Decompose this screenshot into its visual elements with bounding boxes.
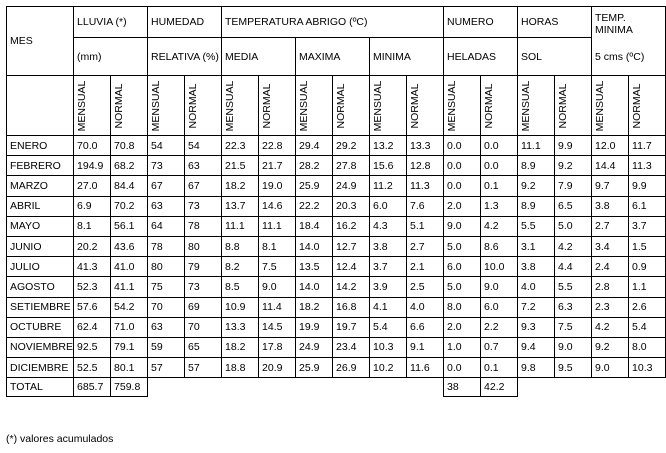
value-cell: 10.3 <box>629 358 666 378</box>
value-cell: 57 <box>148 358 185 378</box>
value-cell: 79 <box>185 257 222 277</box>
total-row <box>7 378 666 397</box>
value-cell: 63 <box>148 317 185 337</box>
value-cell: 13.7 <box>222 196 259 216</box>
header-mes-blank <box>7 76 74 136</box>
value-cell: 11.3 <box>629 156 666 176</box>
value-cell: 5.1 <box>407 216 444 236</box>
subheader-normal <box>333 76 370 136</box>
value-cell: 6.1 <box>629 196 666 216</box>
month-cell: ABRIL <box>7 196 74 216</box>
value-cell: 11.1 <box>518 136 555 156</box>
value-cell: 69 <box>185 297 222 317</box>
value-cell: 10.2 <box>370 358 407 378</box>
value-cell: 79.1 <box>111 337 148 357</box>
value-cell: 9.0 <box>555 337 592 357</box>
value-cell: 14.5 <box>259 317 296 337</box>
value-cell: 9.0 <box>444 216 481 236</box>
value-cell: 4.3 <box>370 216 407 236</box>
subheader-normal <box>185 76 222 136</box>
subheader-normal <box>481 76 518 136</box>
value-cell: 4.1 <box>370 297 407 317</box>
value-cell: 0.0 <box>444 176 481 196</box>
value-cell: 73 <box>185 196 222 216</box>
value-cell: 18.2 <box>222 176 259 196</box>
subheader-normal-label: NORMAL <box>261 83 274 128</box>
value-cell: 13.5 <box>296 257 333 277</box>
table-row <box>7 337 666 357</box>
header-lluvia-unit: (mm) <box>74 38 148 76</box>
value-cell: 70.8 <box>111 136 148 156</box>
total-heladas-mensual: 38 <box>444 378 481 397</box>
value-cell: 11.4 <box>259 297 296 317</box>
table-row <box>7 277 666 297</box>
table-row <box>7 156 666 176</box>
value-cell: 7.9 <box>555 176 592 196</box>
header-temp-minima <box>592 7 666 76</box>
value-cell: 18.2 <box>222 337 259 357</box>
value-cell: 13.3 <box>407 136 444 156</box>
month-cell: OCTUBRE <box>7 317 74 337</box>
total-label: TOTAL <box>7 378 74 397</box>
subheader-normal-label: NORMAL <box>483 83 496 128</box>
value-cell: 6.5 <box>555 196 592 216</box>
subheader-normal-label: NORMAL <box>335 83 348 128</box>
value-cell: 80 <box>185 236 222 256</box>
value-cell: 2.1 <box>407 257 444 277</box>
subheader-normal-label: NORMAL <box>557 83 570 128</box>
value-cell: 13.3 <box>222 317 259 337</box>
month-cell: SETIEMBRE <box>7 297 74 317</box>
value-cell: 7.2 <box>518 297 555 317</box>
total-empty <box>148 378 185 397</box>
value-cell: 8.9 <box>518 196 555 216</box>
month-cell: ENERO <box>7 136 74 156</box>
value-cell: 11.6 <box>407 358 444 378</box>
value-cell: 9.9 <box>555 136 592 156</box>
value-cell: 0.0 <box>444 136 481 156</box>
value-cell: 41.0 <box>111 257 148 277</box>
value-cell: 3.4 <box>592 236 629 256</box>
value-cell: 20.2 <box>74 236 111 256</box>
header-sol: SOL <box>518 38 592 76</box>
value-cell: 25.9 <box>296 358 333 378</box>
subheader-mensual <box>296 76 333 136</box>
subheader-mensual <box>148 76 185 136</box>
value-cell: 2.0 <box>444 317 481 337</box>
total-empty <box>333 378 370 397</box>
value-cell: 4.0 <box>407 297 444 317</box>
value-cell: 1.5 <box>629 236 666 256</box>
total-empty <box>296 378 333 397</box>
subheader-mensual-label: MENSUAL <box>298 80 311 131</box>
value-cell: 16.8 <box>333 297 370 317</box>
value-cell: 73 <box>185 277 222 297</box>
value-cell: 8.8 <box>222 236 259 256</box>
value-cell: 70 <box>148 297 185 317</box>
value-cell: 26.9 <box>333 358 370 378</box>
table-row <box>7 297 666 317</box>
value-cell: 20.9 <box>259 358 296 378</box>
value-cell: 9.1 <box>407 337 444 357</box>
value-cell: 4.2 <box>555 236 592 256</box>
value-cell: 12.4 <box>333 257 370 277</box>
value-cell: 18.4 <box>296 216 333 236</box>
value-cell: 10.0 <box>481 257 518 277</box>
value-cell: 54 <box>148 136 185 156</box>
total-empty <box>222 378 259 397</box>
value-cell: 2.6 <box>629 297 666 317</box>
month-cell: MARZO <box>7 176 74 196</box>
value-cell: 1.1 <box>629 277 666 297</box>
header-horas: HORAS <box>518 7 592 38</box>
value-cell: 11.3 <box>407 176 444 196</box>
value-cell: 25.9 <box>296 176 333 196</box>
value-cell: 4.0 <box>518 277 555 297</box>
value-cell: 8.6 <box>481 236 518 256</box>
value-cell: 0.0 <box>444 156 481 176</box>
value-cell: 80.1 <box>111 358 148 378</box>
value-cell: 78 <box>185 216 222 236</box>
value-cell: 3.1 <box>518 236 555 256</box>
value-cell: 9.7 <box>592 176 629 196</box>
value-cell: 14.2 <box>333 277 370 297</box>
value-cell: 5.4 <box>629 317 666 337</box>
value-cell: 12.0 <box>592 136 629 156</box>
value-cell: 8.1 <box>74 216 111 236</box>
subheader-mensual-label: MENSUAL <box>76 80 89 131</box>
value-cell: 70 <box>185 317 222 337</box>
header-minima: MINIMA <box>370 38 444 76</box>
value-cell: 8.2 <box>222 257 259 277</box>
value-cell: 4.4 <box>555 257 592 277</box>
value-cell: 67 <box>148 176 185 196</box>
value-cell: 6.6 <box>407 317 444 337</box>
value-cell: 43.6 <box>111 236 148 256</box>
subheader-mensual <box>222 76 259 136</box>
total-empty <box>370 378 407 397</box>
value-cell: 52.5 <box>74 358 111 378</box>
value-cell: 22.2 <box>296 196 333 216</box>
subheader-mensual <box>444 76 481 136</box>
value-cell: 9.2 <box>518 176 555 196</box>
total-lluvia-mensual: 685.7 <box>74 378 111 397</box>
value-cell: 7.6 <box>407 196 444 216</box>
value-cell: 64 <box>148 216 185 236</box>
value-cell: 59 <box>148 337 185 357</box>
value-cell: 70.0 <box>74 136 111 156</box>
value-cell: 62.4 <box>74 317 111 337</box>
value-cell: 18.8 <box>222 358 259 378</box>
subheader-normal <box>259 76 296 136</box>
header-temp-minima-unit: 5 cms (ºC) <box>595 51 645 63</box>
total-empty <box>518 378 555 397</box>
header-mes: MES <box>7 7 74 76</box>
value-cell: 23.4 <box>333 337 370 357</box>
value-cell: 9.8 <box>518 358 555 378</box>
value-cell: 6.0 <box>444 257 481 277</box>
month-cell: DICIEMBRE <box>7 358 74 378</box>
subheader-normal <box>555 76 592 136</box>
value-cell: 0.0 <box>444 358 481 378</box>
value-cell: 5.5 <box>555 277 592 297</box>
value-cell: 1.3 <box>481 196 518 216</box>
subheader-normal-label: NORMAL <box>113 83 126 128</box>
value-cell: 54 <box>185 136 222 156</box>
value-cell: 9.0 <box>259 277 296 297</box>
footnote: (*) valores acumulados <box>6 433 114 445</box>
subheader-mensual <box>518 76 555 136</box>
value-cell: 52.3 <box>74 277 111 297</box>
value-cell: 2.4 <box>592 257 629 277</box>
value-cell: 14.0 <box>296 236 333 256</box>
header-humedad: HUMEDAD <box>148 7 222 38</box>
value-cell: 70.2 <box>111 196 148 216</box>
value-cell: 4.2 <box>592 317 629 337</box>
value-cell: 9.4 <box>518 337 555 357</box>
value-cell: 5.0 <box>444 236 481 256</box>
value-cell: 6.0 <box>370 196 407 216</box>
subheader-normal-label: NORMAL <box>187 83 200 128</box>
value-cell: 13.2 <box>370 136 407 156</box>
subheader-mensual <box>74 76 111 136</box>
header-humedad-relativa: RELATIVA (%) <box>148 38 222 76</box>
total-empty <box>592 378 629 397</box>
value-cell: 20.3 <box>333 196 370 216</box>
month-cell: NOVIEMBRE <box>7 337 74 357</box>
value-cell: 3.8 <box>370 236 407 256</box>
value-cell: 5.4 <box>370 317 407 337</box>
total-empty <box>555 378 592 397</box>
month-cell: JULIO <box>7 257 74 277</box>
value-cell: 9.0 <box>592 358 629 378</box>
value-cell: 16.2 <box>333 216 370 236</box>
value-cell: 71.0 <box>111 317 148 337</box>
value-cell: 63 <box>148 196 185 216</box>
value-cell: 3.8 <box>518 257 555 277</box>
value-cell: 27.8 <box>333 156 370 176</box>
value-cell: 2.2 <box>481 317 518 337</box>
value-cell: 22.3 <box>222 136 259 156</box>
header-temp-minima-title: TEMP. MINIMA <box>595 12 633 36</box>
month-cell: FEBRERO <box>7 156 74 176</box>
value-cell: 17.8 <box>259 337 296 357</box>
month-cell: AGOSTO <box>7 277 74 297</box>
value-cell: 8.5 <box>222 277 259 297</box>
value-cell: 54.2 <box>111 297 148 317</box>
value-cell: 84.4 <box>111 176 148 196</box>
value-cell: 21.7 <box>259 156 296 176</box>
value-cell: 0.7 <box>481 337 518 357</box>
value-cell: 7.5 <box>555 317 592 337</box>
value-cell: 6.3 <box>555 297 592 317</box>
value-cell: 3.9 <box>370 277 407 297</box>
value-cell: 57.6 <box>74 297 111 317</box>
subheader-mensual-label: MENSUAL <box>150 80 163 131</box>
value-cell: 194.9 <box>74 156 111 176</box>
value-cell: 5.0 <box>444 277 481 297</box>
value-cell: 3.7 <box>370 257 407 277</box>
value-cell: 5.0 <box>555 216 592 236</box>
value-cell: 5.5 <box>518 216 555 236</box>
value-cell: 2.3 <box>592 297 629 317</box>
value-cell: 92.5 <box>74 337 111 357</box>
value-cell: 75 <box>148 277 185 297</box>
value-cell: 24.9 <box>333 176 370 196</box>
climate-table <box>6 6 666 397</box>
subheader-mensual-label: MENSUAL <box>520 80 533 131</box>
value-cell: 41.1 <box>111 277 148 297</box>
total-empty <box>259 378 296 397</box>
value-cell: 9.3 <box>518 317 555 337</box>
value-cell: 11.1 <box>222 216 259 236</box>
value-cell: 2.0 <box>444 196 481 216</box>
table-row <box>7 236 666 256</box>
header-temperatura-abrigo: TEMPERATURA ABRIGO (ºC) <box>222 7 444 38</box>
value-cell: 8.0 <box>629 337 666 357</box>
value-cell: 15.6 <box>370 156 407 176</box>
total-empty <box>185 378 222 397</box>
value-cell: 29.4 <box>296 136 333 156</box>
value-cell: 10.3 <box>370 337 407 357</box>
value-cell: 12.8 <box>407 156 444 176</box>
value-cell: 41.3 <box>74 257 111 277</box>
value-cell: 12.7 <box>333 236 370 256</box>
value-cell: 56.1 <box>111 216 148 236</box>
value-cell: 9.0 <box>481 277 518 297</box>
value-cell: 65 <box>185 337 222 357</box>
value-cell: 9.5 <box>555 358 592 378</box>
subheader-normal <box>111 76 148 136</box>
value-cell: 19.9 <box>296 317 333 337</box>
value-cell: 0.0 <box>481 156 518 176</box>
value-cell: 6.0 <box>481 297 518 317</box>
subheader-normal-label: NORMAL <box>409 83 422 128</box>
table-row <box>7 196 666 216</box>
value-cell: 8.1 <box>259 236 296 256</box>
month-cell: MAYO <box>7 216 74 236</box>
value-cell: 0.9 <box>629 257 666 277</box>
value-cell: 14.4 <box>592 156 629 176</box>
value-cell: 4.2 <box>481 216 518 236</box>
header-heladas: HELADAS <box>444 38 518 76</box>
value-cell: 0.1 <box>481 358 518 378</box>
value-cell: 1.0 <box>444 337 481 357</box>
value-cell: 0.1 <box>481 176 518 196</box>
value-cell: 68.2 <box>111 156 148 176</box>
table-row <box>7 257 666 277</box>
subheader-mensual <box>370 76 407 136</box>
subheader-mensual-label: MENSUAL <box>372 80 385 131</box>
total-lluvia-normal: 759.8 <box>111 378 148 397</box>
value-cell: 8.9 <box>518 156 555 176</box>
value-cell: 73 <box>148 156 185 176</box>
table-row <box>7 216 666 236</box>
total-empty <box>629 378 666 397</box>
value-cell: 18.2 <box>296 297 333 317</box>
header-numero: NUMERO <box>444 7 518 38</box>
value-cell: 9.2 <box>592 337 629 357</box>
header-maxima: MAXIMA <box>296 38 370 76</box>
table-row <box>7 136 666 156</box>
value-cell: 24.9 <box>296 337 333 357</box>
value-cell: 3.8 <box>592 196 629 216</box>
value-cell: 3.7 <box>629 216 666 236</box>
value-cell: 11.2 <box>370 176 407 196</box>
value-cell: 27.0 <box>74 176 111 196</box>
value-cell: 67 <box>185 176 222 196</box>
value-cell: 57 <box>185 358 222 378</box>
value-cell: 9.9 <box>629 176 666 196</box>
header-media: MEDIA <box>222 38 296 76</box>
table-row <box>7 317 666 337</box>
value-cell: 9.2 <box>555 156 592 176</box>
value-cell: 2.7 <box>592 216 629 236</box>
subheader-mensual-label: MENSUAL <box>594 80 607 131</box>
value-cell: 78 <box>148 236 185 256</box>
header-lluvia: LLUVIA (*) <box>74 7 148 38</box>
value-cell: 2.8 <box>592 277 629 297</box>
subheader-normal-label: NORMAL <box>631 83 644 128</box>
subheader-mensual-label: MENSUAL <box>224 80 237 131</box>
value-cell: 6.9 <box>74 196 111 216</box>
value-cell: 11.1 <box>259 216 296 236</box>
value-cell: 0.0 <box>481 136 518 156</box>
subheader-normal <box>407 76 444 136</box>
value-cell: 63 <box>185 156 222 176</box>
value-cell: 7.5 <box>259 257 296 277</box>
value-cell: 28.2 <box>296 156 333 176</box>
value-cell: 22.8 <box>259 136 296 156</box>
value-cell: 19.0 <box>259 176 296 196</box>
value-cell: 14.0 <box>296 277 333 297</box>
value-cell: 19.7 <box>333 317 370 337</box>
table-row <box>7 176 666 196</box>
subheader-mensual-label: MENSUAL <box>446 80 459 131</box>
value-cell: 2.7 <box>407 236 444 256</box>
value-cell: 29.2 <box>333 136 370 156</box>
value-cell: 10.9 <box>222 297 259 317</box>
subheader-normal <box>629 76 666 136</box>
value-cell: 21.5 <box>222 156 259 176</box>
value-cell: 8.0 <box>444 297 481 317</box>
value-cell: 14.6 <box>259 196 296 216</box>
subheader-mensual <box>592 76 629 136</box>
value-cell: 2.5 <box>407 277 444 297</box>
total-heladas-normal: 42.2 <box>481 378 518 397</box>
value-cell: 80 <box>148 257 185 277</box>
month-cell: JUNIO <box>7 236 74 256</box>
table-row <box>7 358 666 378</box>
total-empty <box>407 378 444 397</box>
value-cell: 11.7 <box>629 136 666 156</box>
